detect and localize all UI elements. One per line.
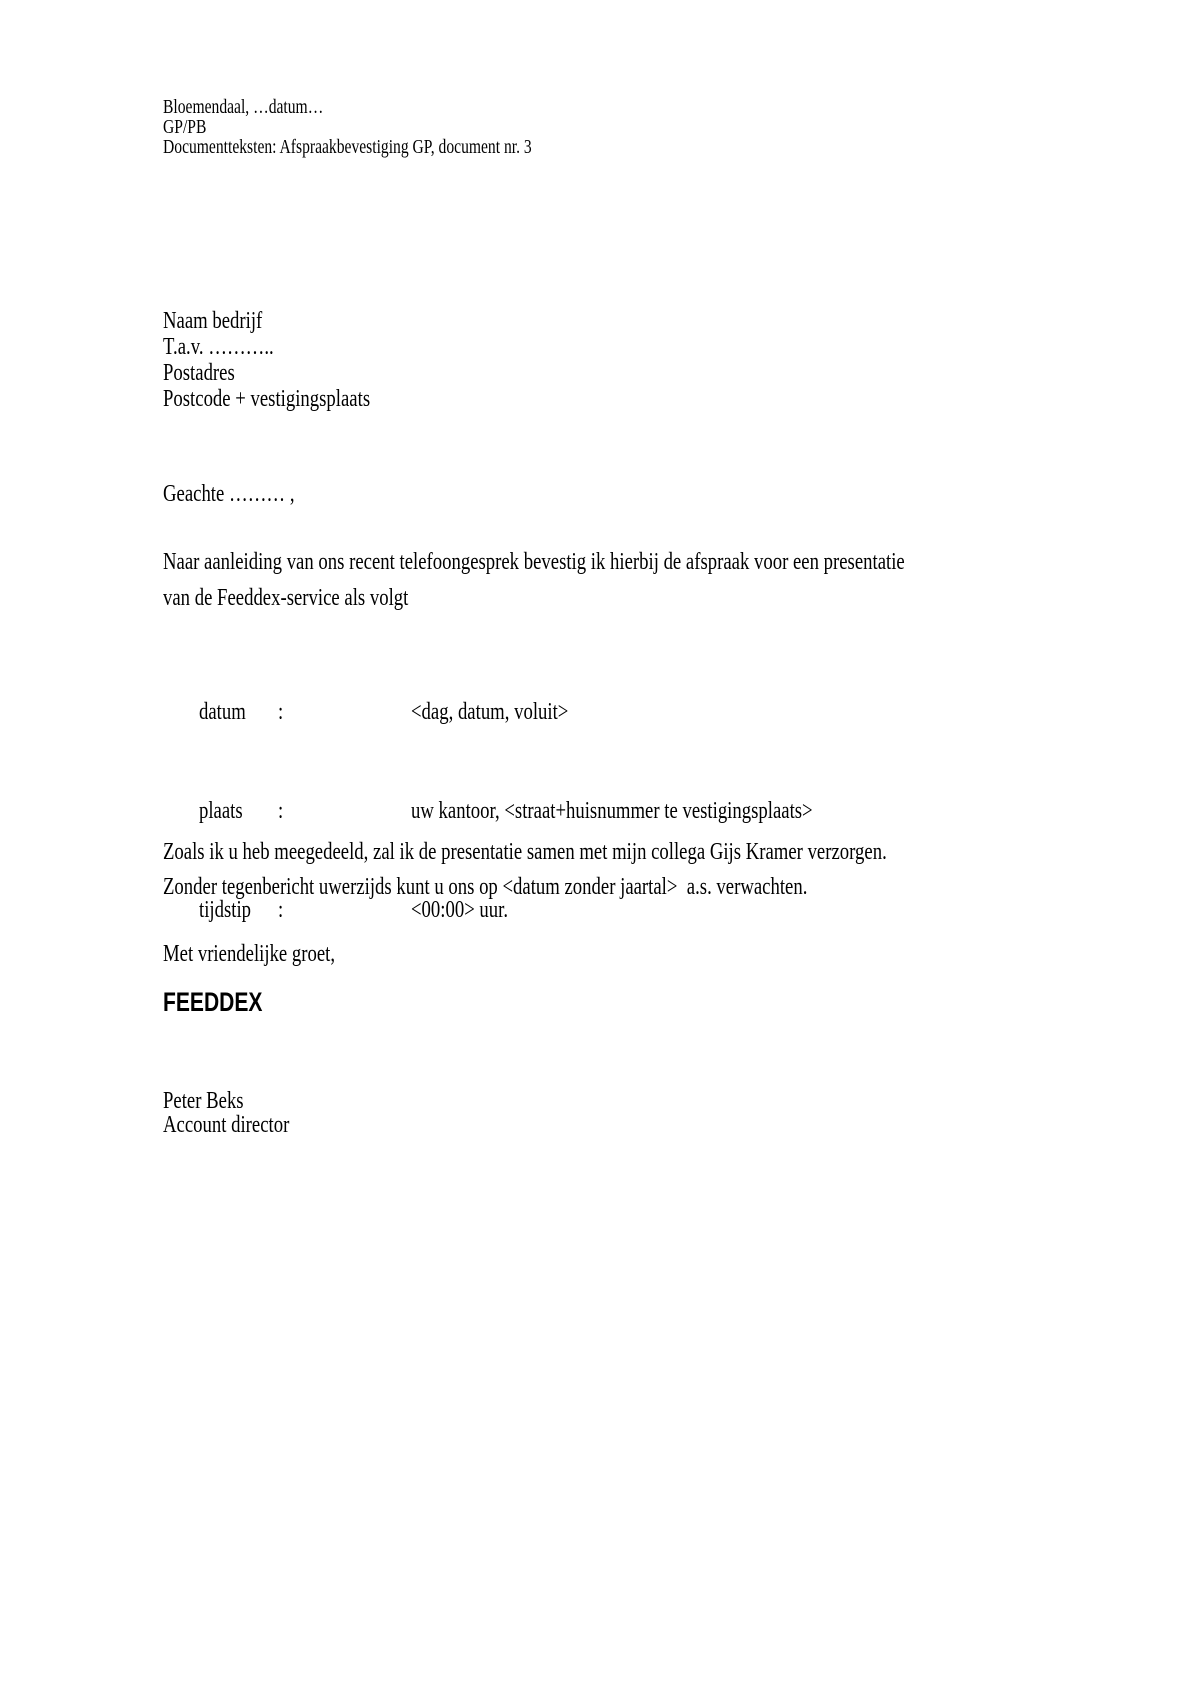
recipient-street-line: Postadres: [163, 360, 235, 386]
body-line: Zonder tegenbericht uwerzijds kunt u ons op <datum zonder jaartal> a.s. verwachten.: [163, 874, 808, 900]
header-document-title-line: Documentteksten: Afspraakbevestiging GP, document nr. 3: [163, 136, 532, 158]
header-place-date-line: Bloemendaal, …datum…: [163, 96, 324, 118]
signature: [163, 1089, 325, 1137]
intro-paragraph: [163, 544, 1114, 616]
appointment-value: <00:00> uur.: [411, 897, 509, 923]
appointment-separator: :: [278, 798, 284, 824]
letter-reference-header: [163, 97, 636, 157]
appointment-label: datum: [199, 699, 246, 725]
appointment-separator: :: [278, 699, 284, 725]
appointment-separator: :: [278, 897, 284, 923]
appointment-value: <dag, datum, voluit>: [411, 699, 569, 725]
appointment-value: uw kantoor, <straat+huisnummer te vestigingsplaats>: [411, 798, 813, 824]
salutation-line: Geachte ……… ,: [163, 481, 295, 507]
appointment-details: [163, 663, 926, 960]
signature-name-line: Peter Beks: [163, 1088, 244, 1114]
salutation: [163, 481, 332, 507]
recipient-address: [163, 308, 429, 412]
recipient-company-line: Naam bedrijf: [163, 308, 263, 334]
company-name-line: FEEDDEX: [163, 987, 263, 1017]
appointment-label: plaats: [199, 798, 243, 824]
body-line: Zoals ik u heb meegedeeld, zal ik de presentatie samen met mijn collega Gijs Kramer verzorgen.: [163, 839, 887, 865]
signature-title-line: Account director: [163, 1112, 290, 1138]
body-paragraph: [163, 835, 1091, 905]
intro-line: van de Feeddex-service als volgt: [163, 585, 409, 611]
intro-line: Naar aanleiding van ons recent telefoongesprek bevestig ik hierbij de afspraak voor een presentatie: [163, 549, 905, 575]
appointment-label: tijdstip: [199, 897, 252, 923]
company-name: [163, 987, 291, 1017]
recipient-postcode-line: Postcode + vestigingsplaats: [163, 386, 371, 412]
recipient-attn-line: T.a.v. ………..: [163, 334, 274, 360]
header-initials-line: GP/PB: [163, 116, 207, 138]
closing-line: Met vriendelijke groet,: [163, 941, 336, 967]
closing-greeting: [163, 941, 384, 967]
appointment-row-datum: [163, 663, 926, 762]
